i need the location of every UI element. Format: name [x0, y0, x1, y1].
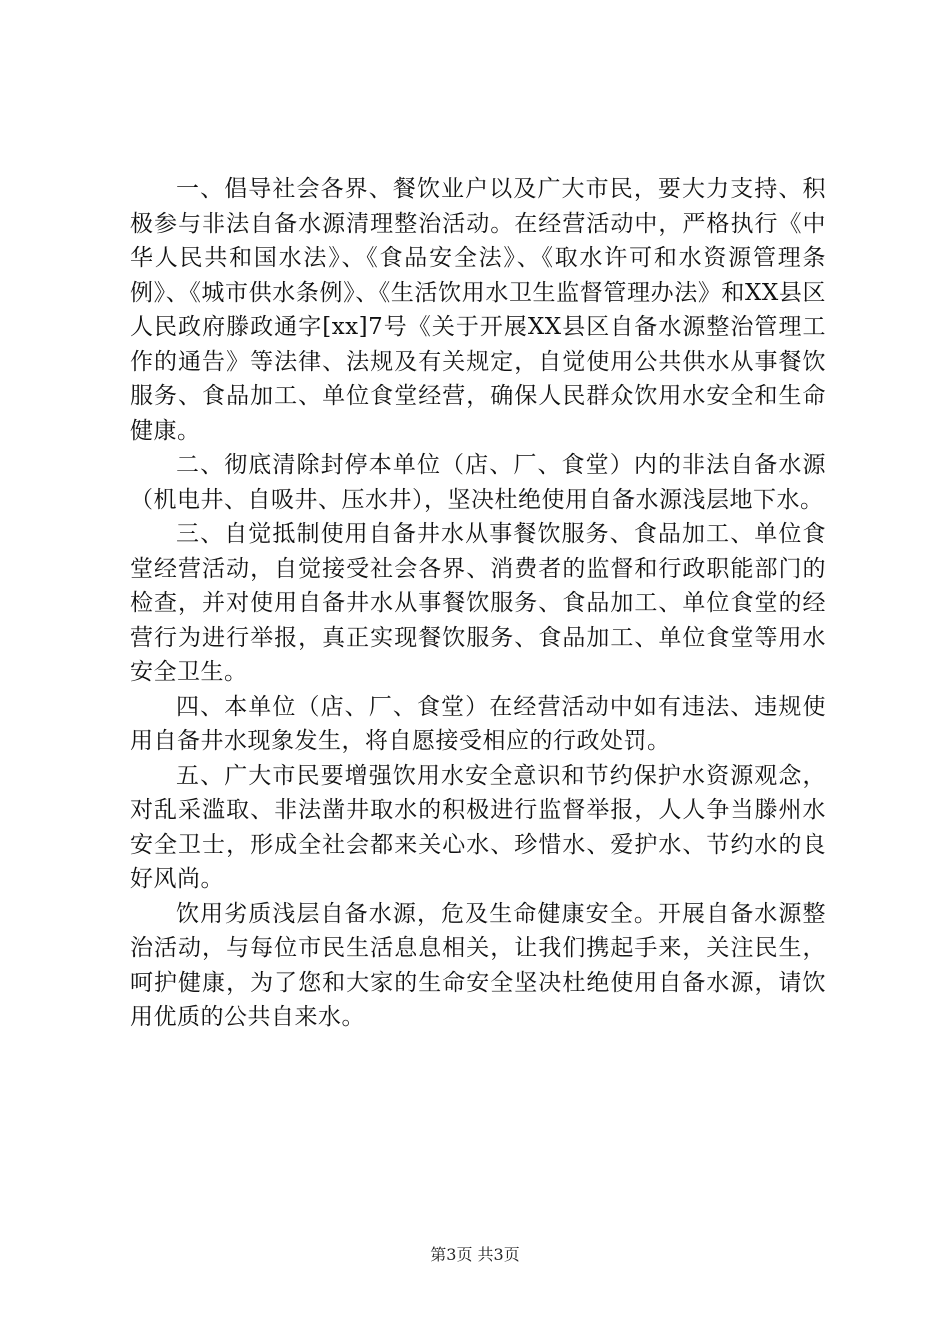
paragraph-3: 三、自觉抵制使用自备井水从事餐饮服务、食品加工、单位食堂经营活动，自觉接受社会各界、消费者的监督和行政职能部门的检查，并对使用自备井水从事餐饮服务、食品加工、单位食堂的经营行为进行举报，真正实现餐饮服务、食品加工、单位食堂等用水安全卫生。 [130, 521, 826, 685]
paragraph-2: 二、彻底清除封停本单位（店、厂、食堂）内的非法自备水源（机电井、自吸井、压水井），坚决杜绝使用自备水源浅层地下水。 [130, 452, 826, 513]
paragraph-4: 四、本单位（店、厂、食堂）在经营活动中如有违法、违规使用自备井水现象发生，将自愿接受相应的行政处罚。 [130, 693, 826, 754]
paragraph-6: 饮用劣质浅层自备水源，危及生命健康安全。开展自备水源整治活动，与每位市民生活息息相关，让我们携起手来，关注民生，呵护健康，为了您和大家的生命安全坚决杜绝使用自备水源，请饮用优质的公共自来水。 [130, 900, 826, 1030]
document-body [130, 172, 826, 1035]
page-number-footer: 第3页 共3页 [430, 1245, 520, 1264]
paragraph-1: 一、倡导社会各界、餐饮业户以及广大市民，要大力支持、积极参与非法自备水源清理整治活动。在经营活动中，严格执行《中华人民共和国水法》、《食品安全法》、《取水许可和水资源管理条例》、《城市供水条例》、《生活饮用水卫生监督管理办法》和XX县区人民政府滕政通字[xx]7号《关于开展XX县区自备水源整治管理工作的通告》等法律、法规及有关规定，自觉使用公共供水从事餐饮服务、食品加工、单位食堂经营，确保人民群众饮用水安全和生命健康。 [130, 176, 826, 444]
paragraph-5: 五、广大市民要增强饮用水安全意识和节约保护水资源观念，对乱采滥取、非法凿井取水的积极进行监督举报，人人争当滕州水安全卫士，形成全社会都来关心水、珍惜水、爱护水、节约水的良好风尚。 [130, 762, 826, 892]
